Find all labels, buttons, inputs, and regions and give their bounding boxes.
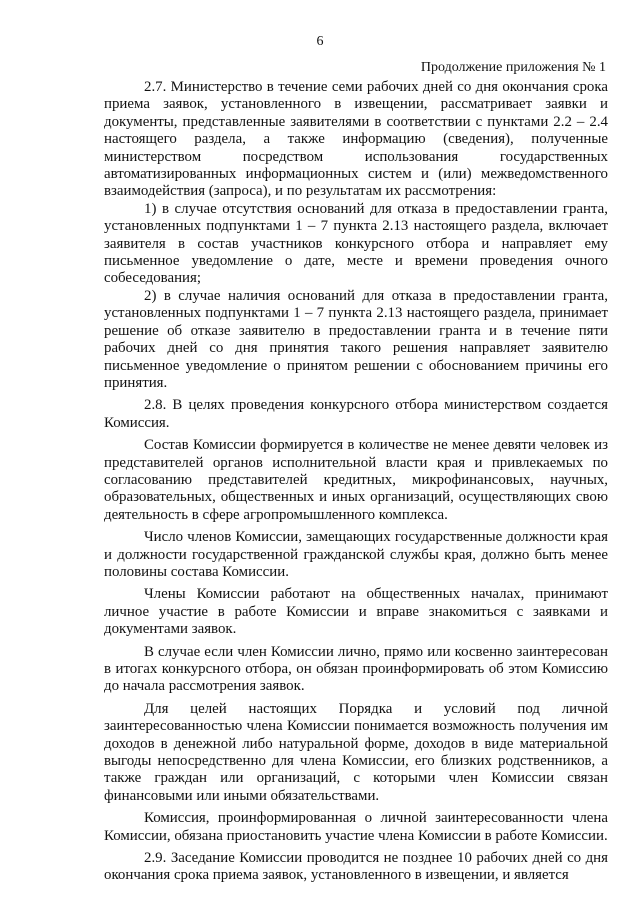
paragraph-commission-public-basis: Члены Комиссии работают на общественных началах, принимают личное участие в работе Комиссии и вправе знакомиться с заявками и документами заявок. [104,586,608,638]
document-body [104,79,608,885]
paragraph-conflict-of-interest: В случае если член Комиссии лично, прямо или косвенно заинтересован в итогах конкурсного отбора, он обязан проинформировать об этом Комиссию до начала рассмотрения заявок. [104,643,608,695]
paragraph-personal-interest-definition: Для целей настоящих Порядка и условий под личной заинтересованностью члена Комиссии понимается возможность получения им доходов в денежной либо натуральной форме, доходов в виде материальной выгоды непосредственно для члена Комиссии, его близких родственников, а также граждан или организаций, с которыми член Комиссии связан финансовыми или иными обязательствами. [104,700,608,804]
page-number: 6 [316,34,324,49]
appendix-continuation-label: Продолжение приложения № 1 [420,60,606,75]
paragraph-2-7: 2.7. Министерство в течение семи рабочих дней со дня окончания срока приема заявок, установленного в извещении, рассматривает заявки и документы, представленные заявителями в соответствии с пунктами 2.2 – 2.4 настоящего раздела, а также информацию (сведения), полученные министерством посредством использования государственных автоматизированных информационных систем и (или) межведомственного взаимодействия (запроса), и по результатам их рассмотрения: [104,79,608,200]
paragraph-member-suspension: Комиссия, проинформированная о личной заинтересованности члена Комиссии, обязана приостановить участие члена Комиссии в работе Комиссии. [104,810,608,844]
paragraph-commission-composition: Состав Комиссии формируется в количестве не менее девяти человек из представителей органов исполнительной власти края и привлекаемых по согласованию представителей кредитных, микрофинансовых, научных, образовательных, общественных и иных организаций, осуществляющих свою деятельность в сфере агропромышленного комплекса. [104,437,608,523]
paragraph-2-7-item-1: 1) в случае отсутствия оснований для отказа в предоставлении гранта, установленных подпунктами 1 – 7 пункта 2.13 настоящего раздела, включает заявителя в состав участников конкурсного отбора и направляет ему письменное уведомление о дате, месте и времени проведения очного собеседования; [104,200,608,287]
paragraph-commission-members-count: Число членов Комиссии, замещающих государственные должности края и должности государственной гражданской службы края, должно быть менее половины состава Комиссии. [104,529,608,580]
paragraph-2-9: 2.9. Заседание Комиссии проводится не позднее 10 рабочих дней со дня окончания срока приема заявок, установленного в извещении, и является [104,850,608,884]
paragraph-2-8: 2.8. В целях проведения конкурсного отбора министерством создается Комиссия. [104,397,608,431]
paragraph-2-7-item-2: 2) в случае наличия оснований для отказа в предоставлении гранта, установленных подпунктами 1 – 7 пункта 2.13 настоящего раздела, принимает решение об отказе заявителю в предоставлении гранта и в течение пяти рабочих дней со дня принятия такого решения направляет заявителю письменное уведомление о принятом решении с обоснованием причины его принятия. [104,287,608,391]
